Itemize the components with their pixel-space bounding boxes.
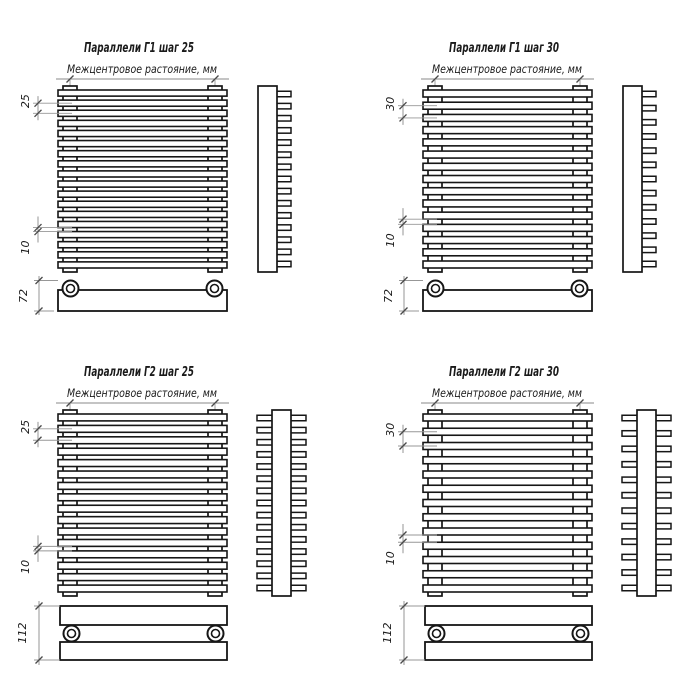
front-tube <box>58 574 227 581</box>
step-dimension-label: 30 <box>384 96 397 111</box>
front-tube <box>423 139 592 146</box>
side-view-column <box>272 410 291 596</box>
front-tube <box>423 557 592 564</box>
collector-plate-bottom <box>425 642 592 660</box>
step-dimension-label: 30 <box>384 422 397 437</box>
front-tube <box>423 237 592 244</box>
front-tube <box>423 188 592 195</box>
front-tube <box>58 414 227 421</box>
gap-dimension-label: 10 <box>384 551 397 566</box>
collector-plate-top <box>425 606 592 625</box>
variant-g1-step25 <box>17 41 291 315</box>
front-tube <box>423 542 592 549</box>
front-tube <box>58 161 227 167</box>
front-tube <box>58 191 227 197</box>
side-view-column <box>258 86 277 272</box>
front-tube <box>423 261 592 268</box>
front-tube <box>58 171 227 177</box>
depth-dimension-label: 72 <box>17 289 30 303</box>
front-tube <box>58 482 227 489</box>
front-tube <box>423 90 592 97</box>
front-tube <box>423 176 592 183</box>
center-distance-caption: Межцентровое растояние, мм <box>67 62 218 76</box>
front-tube <box>423 571 592 578</box>
center-distance-caption: Межцентровое растояние, мм <box>432 62 583 76</box>
front-tube <box>423 428 592 435</box>
pipe-circle-inner <box>211 285 219 293</box>
gap-dimension-label: 10 <box>19 240 32 255</box>
variant-title: Параллели Г2 шаг 25 <box>84 365 194 380</box>
front-tube <box>423 127 592 134</box>
front-tube <box>58 221 227 227</box>
variant-g2-step30 <box>381 365 671 665</box>
gap-dimension-label: 10 <box>384 233 397 248</box>
front-tube <box>423 443 592 450</box>
front-tube <box>58 120 227 126</box>
front-tube <box>58 262 227 268</box>
front-tube <box>58 130 227 136</box>
front-tube <box>58 211 227 217</box>
front-tube <box>58 505 227 512</box>
front-tube <box>58 181 227 187</box>
front-tube <box>423 485 592 492</box>
front-tube <box>58 460 227 467</box>
depth-dimension-label: 72 <box>382 289 395 303</box>
front-tube <box>58 90 227 96</box>
pipe-circle-inner <box>67 285 75 293</box>
front-tube <box>58 551 227 558</box>
front-tube <box>423 500 592 507</box>
front-tube <box>423 249 592 256</box>
front-tube <box>423 151 592 158</box>
front-tube <box>423 224 592 231</box>
front-tube <box>58 539 227 546</box>
center-distance-caption: Межцентровое растояние, мм <box>67 386 218 400</box>
front-tube <box>58 517 227 524</box>
variant-g1-step30 <box>382 41 656 315</box>
front-tube <box>58 141 227 147</box>
depth-dimension-label: 112 <box>381 622 394 644</box>
front-tube <box>58 110 227 116</box>
pipe-circle-inner <box>212 630 220 638</box>
collector-plate <box>423 290 592 311</box>
step-dimension-label: 25 <box>19 94 32 109</box>
front-tube <box>423 102 592 109</box>
front-tube <box>58 100 227 106</box>
center-distance-caption: Межцентровое растояние, мм <box>432 386 583 400</box>
front-tube <box>58 425 227 432</box>
pipe-circle-inner <box>433 630 441 638</box>
front-tube <box>423 212 592 219</box>
pipe-circle-inner <box>576 285 584 293</box>
front-tube <box>58 201 227 207</box>
front-tube <box>58 528 227 535</box>
front-tube <box>423 585 592 592</box>
pipe-circle-inner <box>68 630 76 638</box>
front-tube <box>423 514 592 521</box>
front-tube <box>423 471 592 478</box>
depth-dimension-label: 112 <box>16 622 29 644</box>
front-tube <box>58 494 227 501</box>
front-tube <box>58 242 227 248</box>
front-tube <box>58 252 227 258</box>
front-tube <box>423 114 592 121</box>
front-tube <box>58 437 227 444</box>
front-tube <box>58 448 227 455</box>
variant-g2-step25 <box>16 365 306 665</box>
collector-plate-bottom <box>60 642 227 660</box>
pipe-circle-inner <box>432 285 440 293</box>
front-tube <box>423 414 592 421</box>
front-tube <box>58 151 227 157</box>
variant-title: Параллели Г1 шаг 25 <box>84 41 194 56</box>
front-tube <box>58 562 227 569</box>
variant-title: Параллели Г1 шаг 30 <box>449 41 559 56</box>
front-tube <box>423 163 592 170</box>
front-tube <box>423 528 592 535</box>
pipe-circle-inner <box>577 630 585 638</box>
front-tube <box>58 471 227 478</box>
variant-title: Параллели Г2 шаг 30 <box>449 365 559 380</box>
collector-plate <box>58 290 227 311</box>
gap-dimension-label: 10 <box>19 559 32 574</box>
side-view-column <box>637 410 656 596</box>
step-dimension-label: 25 <box>19 419 32 434</box>
front-tube <box>58 585 227 592</box>
front-tube <box>423 200 592 207</box>
side-view-column <box>623 86 642 272</box>
front-tube <box>58 232 227 238</box>
front-tube <box>423 457 592 464</box>
collector-plate-top <box>60 606 227 625</box>
